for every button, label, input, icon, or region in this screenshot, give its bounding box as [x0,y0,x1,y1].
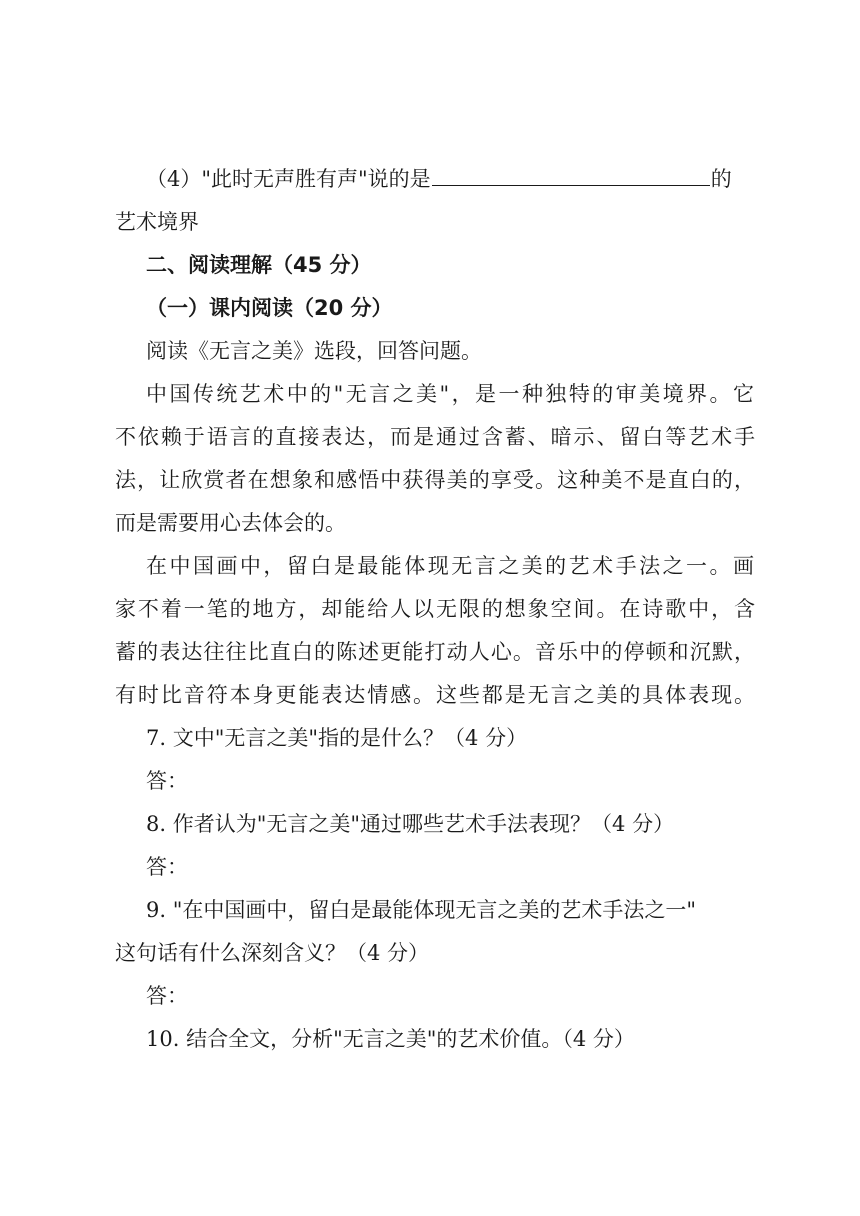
fill-in-question-4 [146,162,786,196]
passage-p1-line-4: 而是需要用心去体会的。 [115,511,346,535]
answer-label-9: 答： [146,984,188,1008]
passage-p1-line-1: 中国传统艺术中的"无言之美"，是一种独特的审美境界。它 [146,382,754,406]
q4-suffix: 的 [710,167,732,191]
answer-label-7: 答： [146,769,188,793]
passage-p1-line-2: 不依赖于语言的直接表达，而是通过含蓄、暗示、留白等艺术手 [115,425,755,449]
section-heading: 二、阅读理解（45 分） [146,253,372,277]
question-8: 8. 作者认为"无言之美"通过哪些艺术手法表现？（4 分） [146,812,675,836]
passage-p2-line-2: 家不着一笔的地方，却能给人以无限的想象空间。在诗歌中，含 [115,597,755,621]
question-7: 7. 文中"无言之美"指的是什么？（4 分） [146,726,528,750]
q4-prefix: （4）"此时无声胜有声"说的是 [146,167,431,191]
question-9-line-2: 这句话有什么深刻含义？（4 分） [115,941,430,965]
reading-instruction: 阅读《无言之美》选段，回答问题。 [146,339,482,363]
sub-section-heading: （一）课内阅读（20 分） [146,296,393,320]
answer-label-8: 答： [146,855,188,879]
passage-p2-line-3: 蓄的表达往往比直白的陈述更能打动人心。音乐中的停顿和沉默， [115,640,755,664]
question-10: 10. 结合全文，分析"无言之美"的艺术价值。（4 分） [146,1027,635,1051]
answer-blank[interactable] [432,163,710,186]
passage-p2-line-1: 在中国画中，留白是最能体现无言之美的艺术手法之一。画 [146,554,754,578]
passage-p2-line-4: 有时比音符本身更能表达情感。这些都是无言之美的具体表现。 [115,683,755,707]
passage-p1-line-3: 法，让欣赏者在想象和感悟中获得美的享受。这种美不是直白的， [115,468,755,492]
q4-continuation: 艺术境界 [115,210,199,234]
question-9-line-1: 9. "在中国画中，留白是最能体现无言之美的艺术手法之一" [146,898,697,922]
